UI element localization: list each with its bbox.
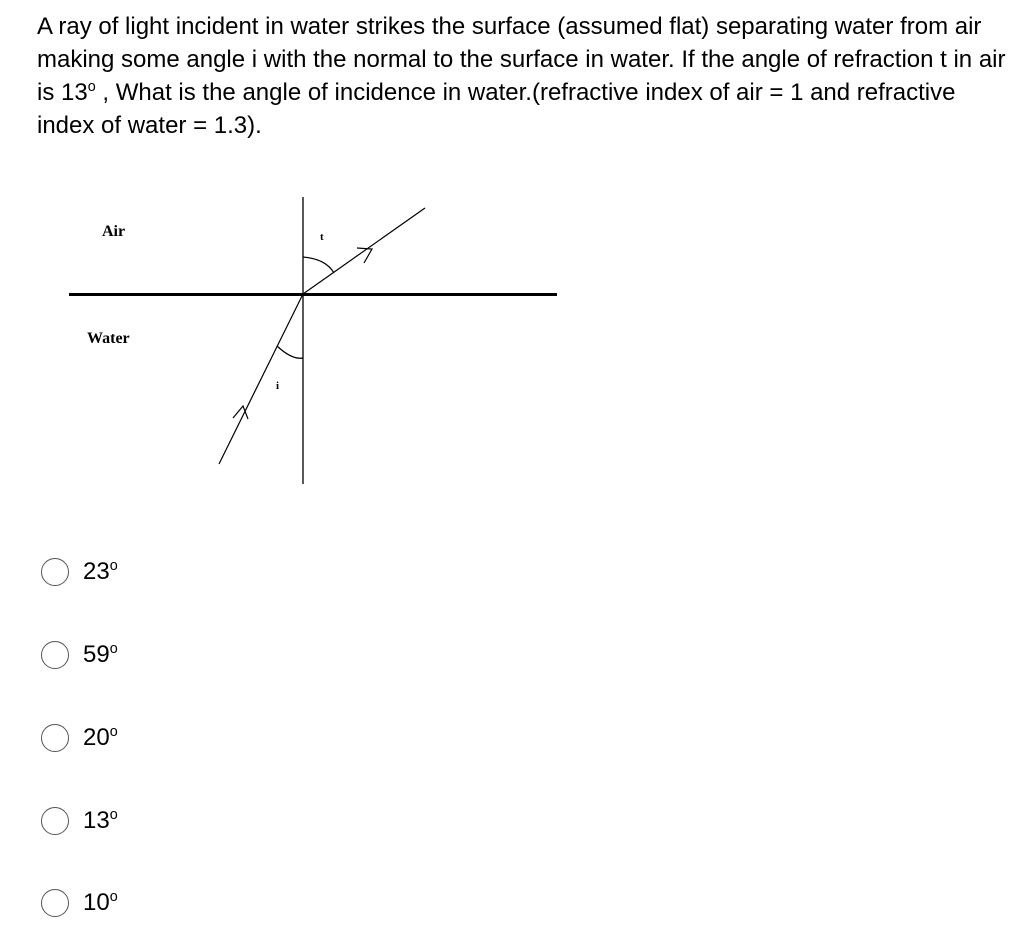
- refracted-ray: [303, 208, 425, 294]
- option-1-value: 23: [83, 558, 110, 585]
- option-4-degree: o: [109, 807, 118, 823]
- incident-ray-arrow: [233, 406, 248, 419]
- option-2-radio[interactable]: [41, 641, 69, 669]
- label-t: t: [320, 231, 324, 243]
- option-4-label: [83, 807, 118, 835]
- question-text-part1: A ray of light incident in water strikes the surface (assumed flat) separating water from air making some angle i with the normal to the surface in water. If the angle of refraction t in air is 13: [37, 13, 1006, 106]
- option-1-label: [83, 558, 118, 586]
- question-text-part2: , What is the angle of incidence in water.(refractive index of air = 1 and refractive index of water = 1.3).: [37, 79, 956, 139]
- option-3[interactable]: [41, 724, 118, 752]
- label-air: Air: [102, 223, 126, 240]
- option-3-value: 20: [83, 724, 110, 751]
- option-5-degree: o: [109, 889, 118, 905]
- option-5-value: 10: [83, 889, 110, 916]
- option-5-radio[interactable]: [41, 889, 69, 917]
- option-3-label: [83, 724, 118, 752]
- option-3-radio[interactable]: [41, 724, 69, 752]
- option-2-value: 59: [83, 641, 110, 668]
- question-degree-sup: o: [87, 79, 96, 95]
- angle-i-arc: [277, 346, 303, 358]
- option-2-label: [83, 641, 118, 669]
- option-1[interactable]: [41, 558, 118, 586]
- option-2[interactable]: [41, 641, 118, 669]
- option-5[interactable]: [41, 889, 118, 917]
- label-water: Water: [87, 330, 130, 347]
- option-4[interactable]: [41, 807, 118, 835]
- angle-t-arc: [303, 257, 334, 273]
- option-1-radio[interactable]: [41, 558, 69, 586]
- option-1-degree: o: [109, 558, 118, 574]
- label-i: i: [276, 380, 280, 392]
- option-4-value: 13: [83, 807, 110, 834]
- option-3-degree: o: [109, 724, 118, 740]
- option-4-radio[interactable]: [41, 807, 69, 835]
- option-2-degree: o: [109, 641, 118, 657]
- incident-ray: [219, 294, 303, 464]
- option-5-label: [83, 889, 118, 917]
